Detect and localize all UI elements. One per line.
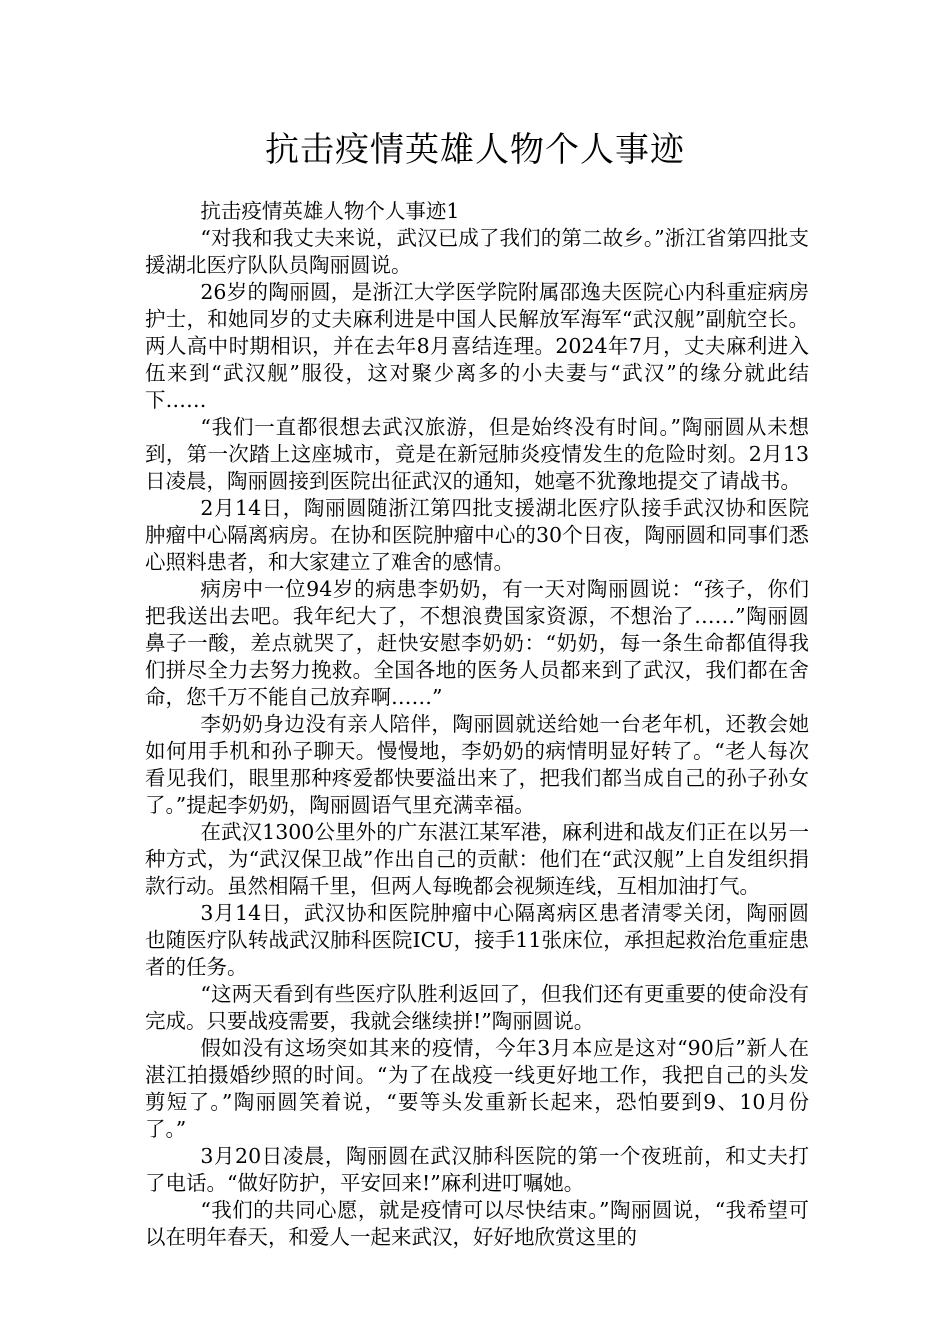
paragraph: “这两天看到有些医疗队胜利返回了，但我们还有更重要的使命没有完成。只要战疫需要，我就会继续拼!”陶丽圆说。	[145, 982, 809, 1033]
document-body	[145, 198, 809, 1251]
paragraph: 2月14日，陶丽圆随浙江第四批支援湖北医疗队接手武汉协和医院肿瘤中心隔离病房。在协和医院肿瘤中心的30个日夜，陶丽圆和同事们悉心照料患者，和大家建立了难舍的感情。	[145, 496, 809, 574]
paragraph: 26岁的陶丽圆，是浙江大学医学院附属邵逸夫医院心内科重症病房护士，和她同岁的丈夫麻利进是中国人民解放军海军“武汉舰”副航空长。两人高中时期相识，并在去年8月喜结连理。2024年7月，丈夫麻利进入伍来到“武汉舰”服役，这对聚少离多的小夫妻与“武汉”的缘分就此结下……	[145, 280, 809, 412]
paragraph: “我们一直都很想去武汉旅游，但是始终没有时间。”陶丽圆从未想到，第一次踏上这座城市，竟是在新冠肺炎疫情发生的危险时刻。2月13日凌晨，陶丽圆接到医院出征武汉的通知，她毫不犹豫地提交了请战书。	[145, 415, 809, 493]
paragraph: “对我和我丈夫来说，武汉已成了我们的第二故乡。”浙江省第四批支援湖北医疗队队员陶丽圆说。	[145, 226, 809, 277]
paragraph: 假如没有这场突如其来的疫情，今年3月本应是这对“90后”新人在湛江拍摄婚纱照的时间。“为了在战疫一线更好地工作，我把自己的头发剪短了。”陶丽圆笑着说，“要等头发重新长起来，恐怕要到9、10月份了。”	[145, 1036, 809, 1141]
paragraph: 在武汉1300公里外的广东湛江某军港，麻利进和战友们正在以另一种方式，为“武汉保卫战”作出自己的贡献：他们在“武汉舰”上自发组织捐款行动。虽然相隔千里，但两人每晚都会视频连线，互相加油打气。	[145, 820, 809, 898]
paragraph: 3月20日凌晨，陶丽圆在武汉肺科医院的第一个夜班前，和丈夫打了电话。“做好防护，平安回来!”麻利进叮嘱她。	[145, 1144, 809, 1195]
paragraph: “我们的共同心愿，就是疫情可以尽快结束。”陶丽圆说，“我希望可以在明年春天，和爱人一起来武汉，好好地欣赏这里的	[145, 1198, 809, 1249]
section-heading: 抗击疫情英雄人物个人事迹1	[200, 199, 460, 223]
paragraph: 病房中一位94岁的病患李奶奶，有一天对陶丽圆说：“孩子，你们把我送出去吧。我年纪大了，不想浪费国家资源，不想治了……”陶丽圆鼻子一酸，差点就哭了，赶快安慰李奶奶：“奶奶，每一条生命都值得我们拼尽全力去努力挽救。全国各地的医务人员都来到了武汉，我们都在舍命，您千万不能自己放弃啊……”	[145, 577, 809, 709]
document-title: 抗击疫情英雄人物个人事迹	[265, 130, 685, 170]
paragraph: 3月14日，武汉协和医院肿瘤中心隔离病区患者清零关闭，陶丽圆也随医疗队转战武汉肺科医院ICU，接手11张床位，承担起救治危重症患者的任务。	[145, 901, 809, 979]
paragraph: 李奶奶身边没有亲人陪伴，陶丽圆就送给她一台老年机，还教会她如何用手机和孙子聊天。慢慢地，李奶奶的病情明显好转了。“老人每次看见我们，眼里那种疼爱都快要溢出来了，把我们都当成自己的孙子孙女了。”提起李奶奶，陶丽圆语气里充满幸福。	[145, 712, 809, 817]
